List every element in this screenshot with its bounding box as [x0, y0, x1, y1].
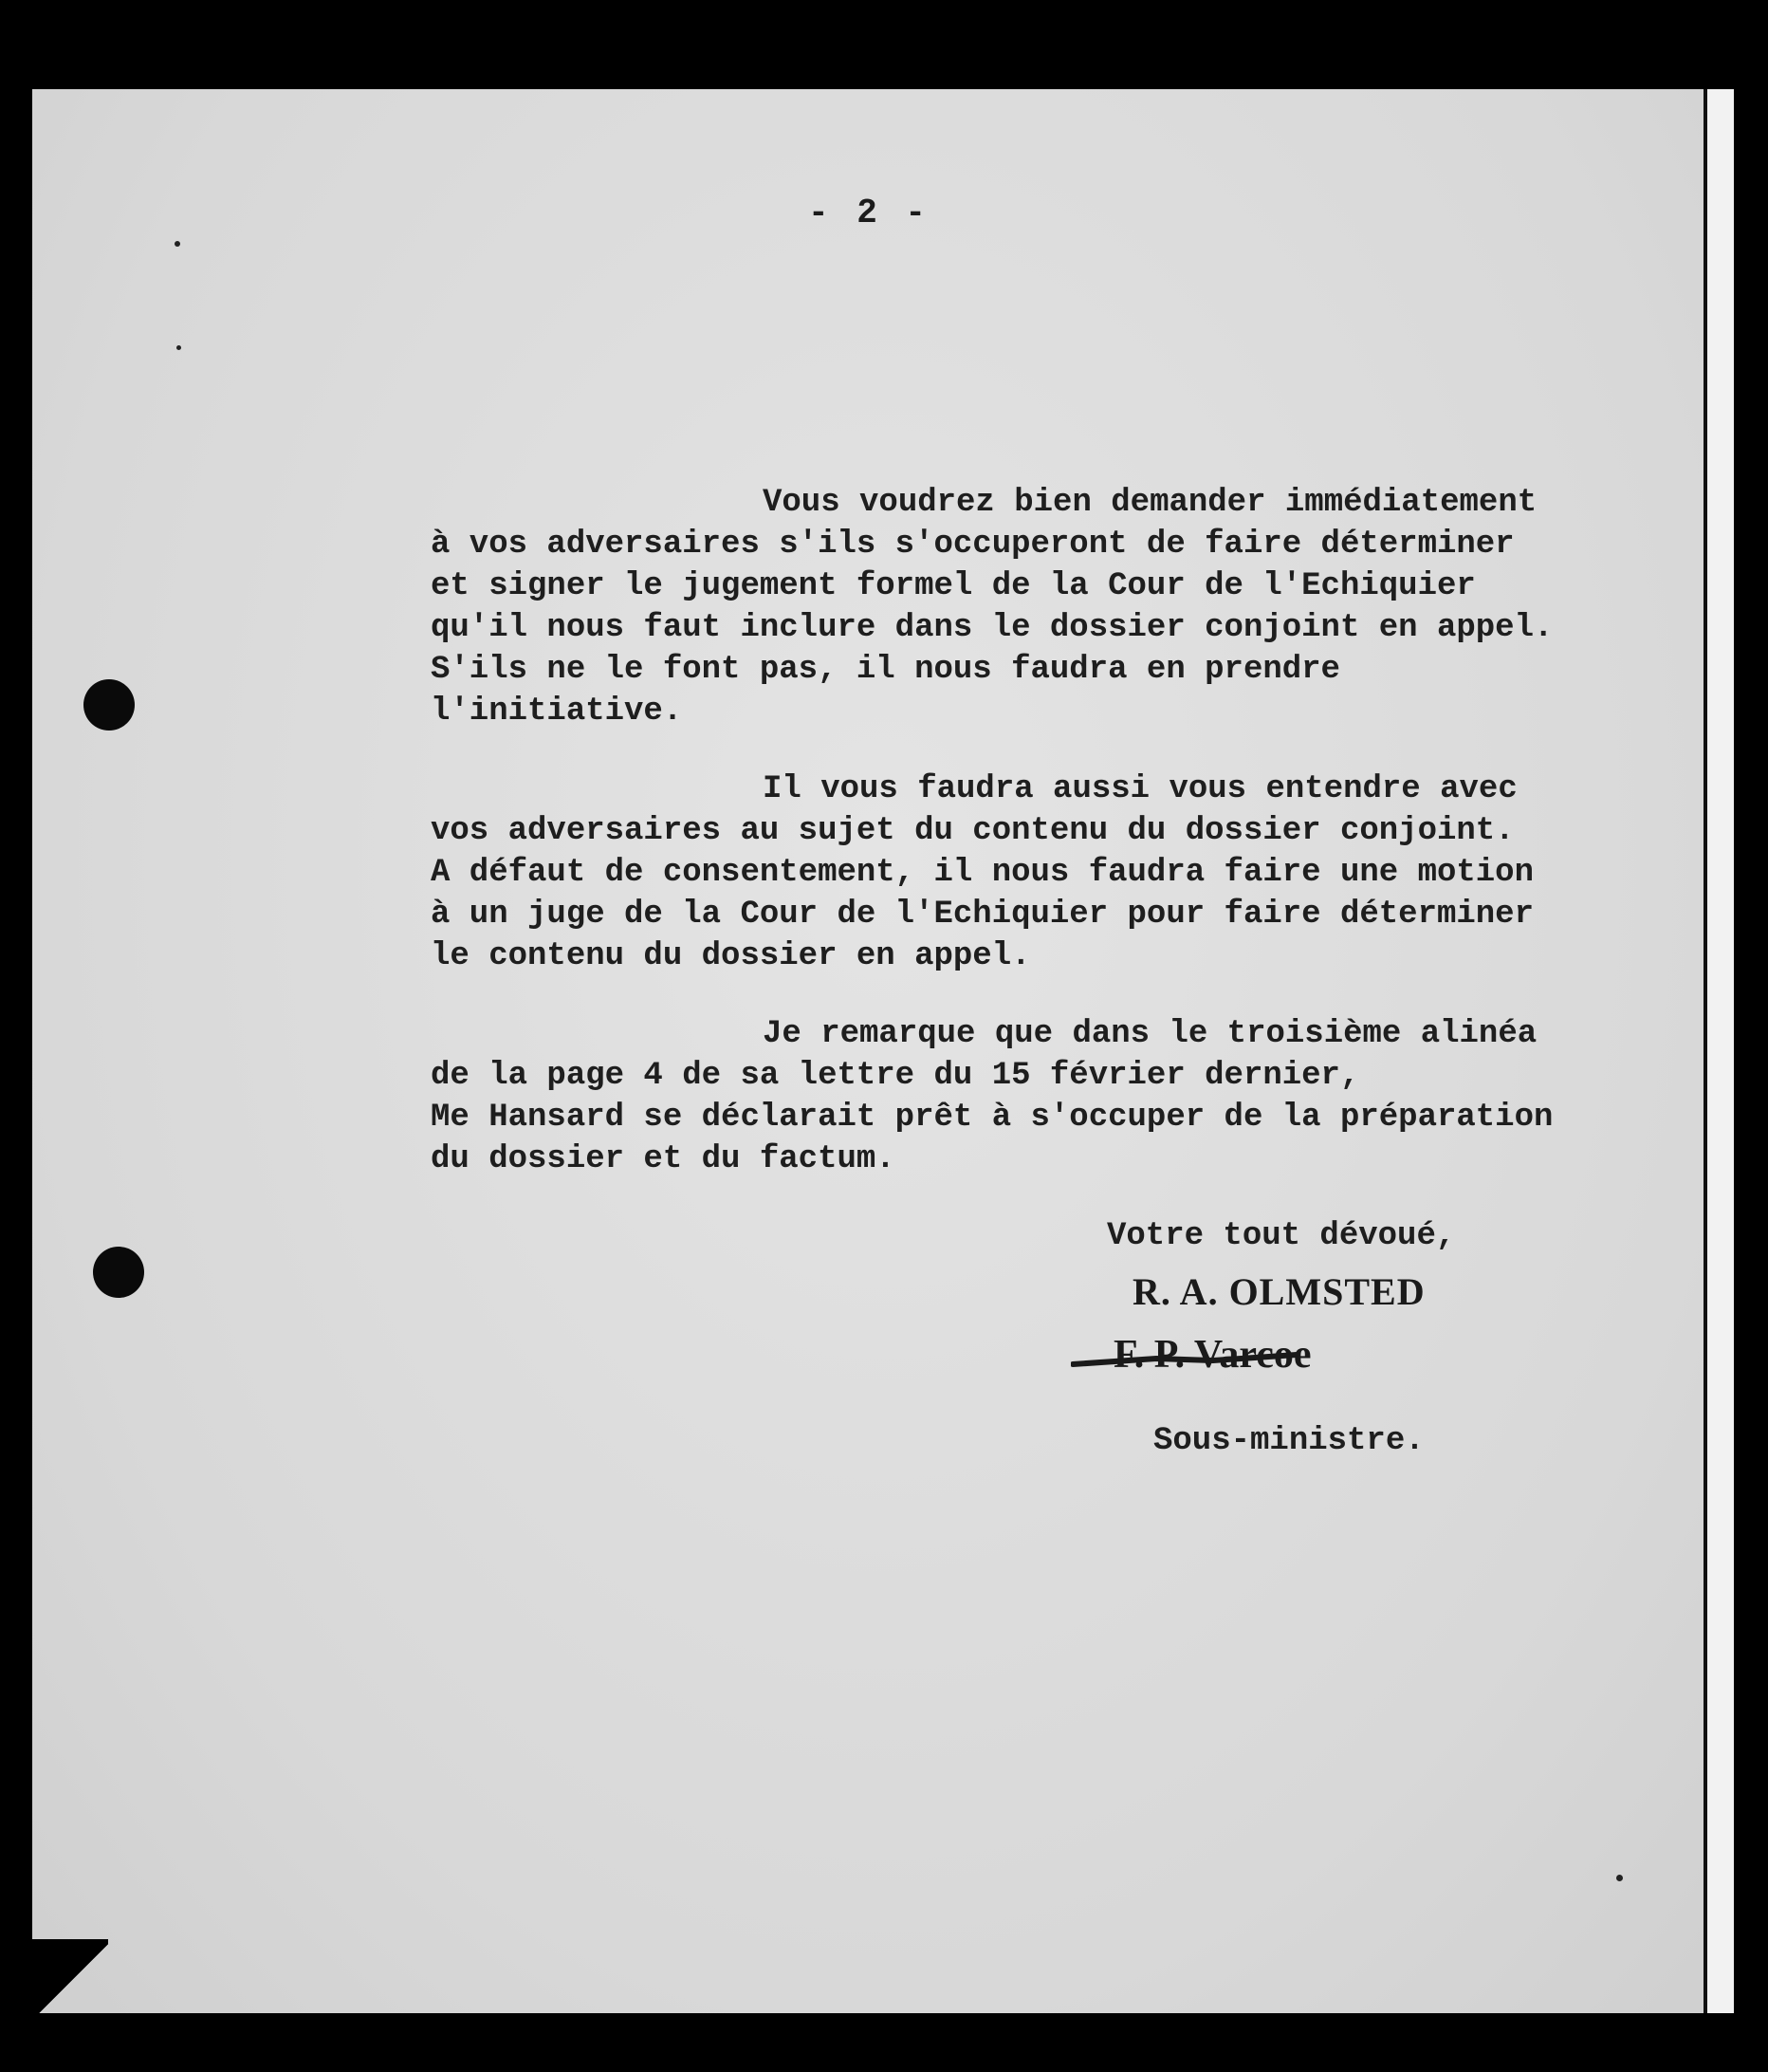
letter-page [32, 89, 1734, 2013]
struck-signer-name: F. P. Varcoe [1114, 1333, 1312, 1377]
page-number: - 2 - [807, 194, 930, 232]
paper-speck [176, 345, 181, 350]
paragraph-3 [431, 1013, 1664, 1180]
paragraph-2 [431, 768, 1664, 977]
punch-hole [93, 1247, 144, 1298]
paragraph-1 [431, 482, 1664, 732]
paragraph-3-first-line: Je remarque que dans le troisième alinéa [763, 1016, 1538, 1052]
strikethrough-mark [1071, 1351, 1298, 1368]
folded-corner [32, 1939, 108, 2025]
signer-name-stamp: R. A. OLMSTED [1133, 1270, 1426, 1313]
paragraph-1-first-line: Vous voudrez bien demander immédiatement [763, 485, 1538, 521]
paragraph-2-text: vos adversaires au sujet du contenu du dossier conjoint. A défaut de consentement, il nous faudra faire une motion à un juge de la Cour de l'Echiquier pour faire déterminer le contenu du dossier en appel. [431, 813, 1534, 974]
punch-hole [83, 679, 135, 731]
paper-speck [175, 241, 180, 247]
signer-title: Sous-ministre. [1153, 1423, 1425, 1459]
paragraph-1-text: à vos adversaires s'ils s'occuperont de faire déterminer et signer le jugement formel de la Cour de l'Echiquier qu'il nous faut inclure dans le dossier conjoint en appel. S'ils ne le font pas, il nous faudra en prendre l'initiative. [431, 527, 1554, 730]
letter-body [431, 482, 1664, 1216]
page-edge [1704, 89, 1734, 2013]
paragraph-3-text: de la page 4 de sa lettre du 15 février dernier, Me Hansard se déclarait prêt à s'occuper de la préparation du dossier et du factum. [431, 1058, 1554, 1177]
closing-salutation: Votre tout dévoué, [1107, 1218, 1456, 1254]
paragraph-2-first-line: Il vous faudra aussi vous entendre avec [763, 771, 1518, 807]
paper-speck [1616, 1875, 1623, 1881]
